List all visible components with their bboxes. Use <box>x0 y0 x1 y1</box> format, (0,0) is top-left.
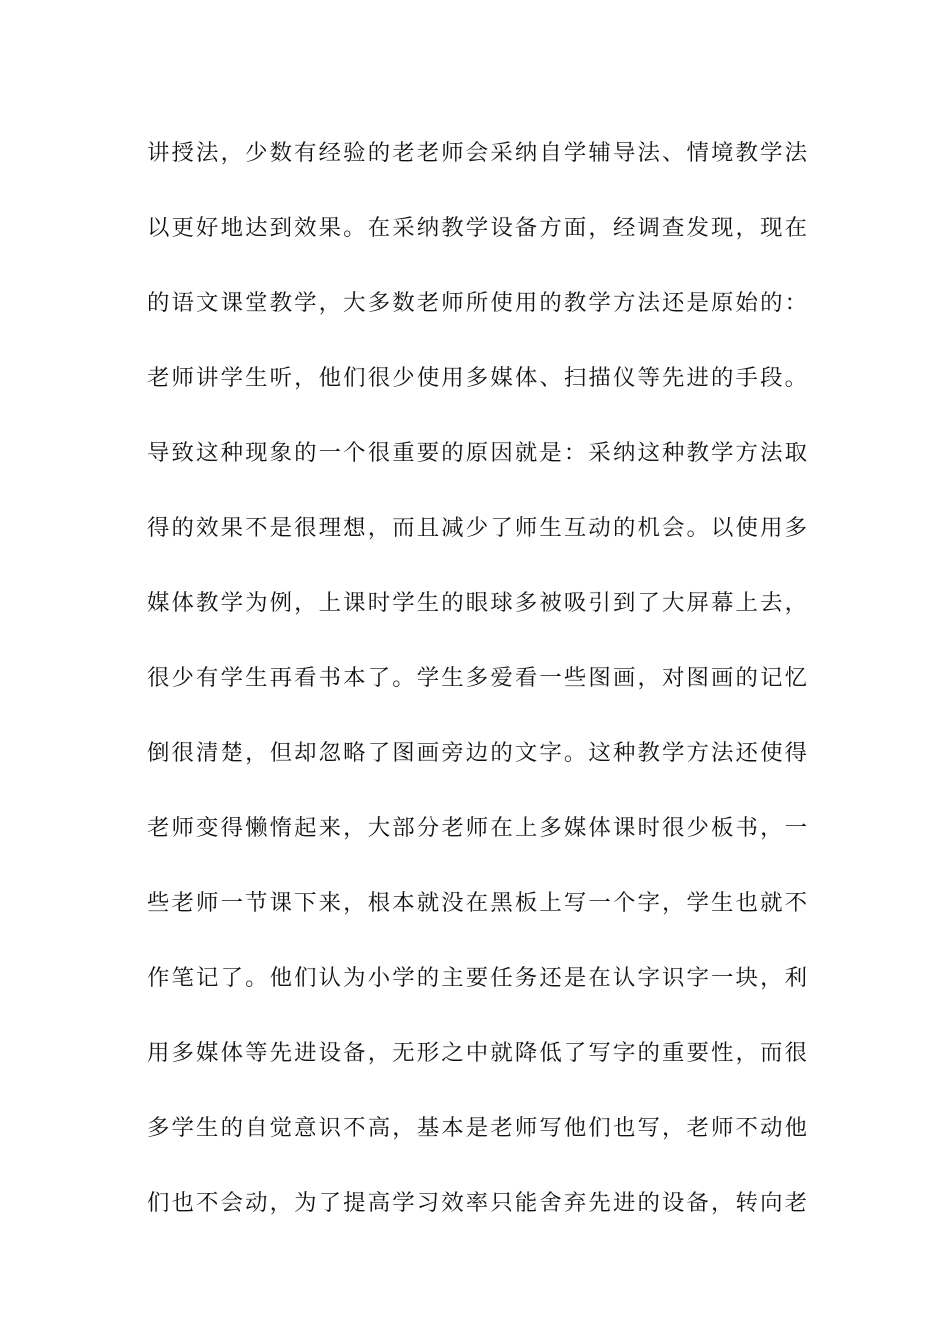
text-line: 老师变得懒惰起来，大部分老师在上多媒体课时很少板书，一 <box>147 815 807 841</box>
text-line: 些老师一节课下来，根本就没在黑板上写一个字，学生也就不 <box>147 890 807 916</box>
text-line: 讲授法，少数有经验的老老师会采纳自学辅导法、情境教学法 <box>147 140 807 166</box>
text-line: 们也不会动，为了提高学习效率只能舍弃先进的设备，转向老 <box>147 1190 807 1216</box>
text-line: 用多媒体等先进设备，无形之中就降低了写字的重要性，而很 <box>147 1040 807 1066</box>
text-line: 老师讲学生听，他们很少使用多媒体、扫描仪等先进的手段。 <box>147 365 807 391</box>
text-line: 作笔记了。他们认为小学的主要任务还是在认字识字一块，利 <box>147 965 807 991</box>
body-text <box>147 128 807 1253</box>
text-line: 很少有学生再看书本了。学生多爱看一些图画，对图画的记忆 <box>147 665 807 691</box>
text-line: 多学生的自觉意识不高，基本是老师写他们也写，老师不动他 <box>147 1115 807 1141</box>
text-line: 倒很清楚，但却忽略了图画旁边的文字。这种教学方法还使得 <box>147 740 807 766</box>
text-line: 导致这种现象的一个很重要的原因就是：采纳这种教学方法取 <box>147 440 807 466</box>
text-line: 媒体教学为例，上课时学生的眼球多被吸引到了大屏幕上去， <box>147 590 807 616</box>
text-line: 的语文课堂教学，大多数老师所使用的教学方法还是原始的： <box>147 290 807 316</box>
text-line: 以更好地达到效果。在采纳教学设备方面，经调查发现，现在 <box>147 215 807 241</box>
text-line: 得的效果不是很理想，而且减少了师生互动的机会。以使用多 <box>147 515 807 541</box>
